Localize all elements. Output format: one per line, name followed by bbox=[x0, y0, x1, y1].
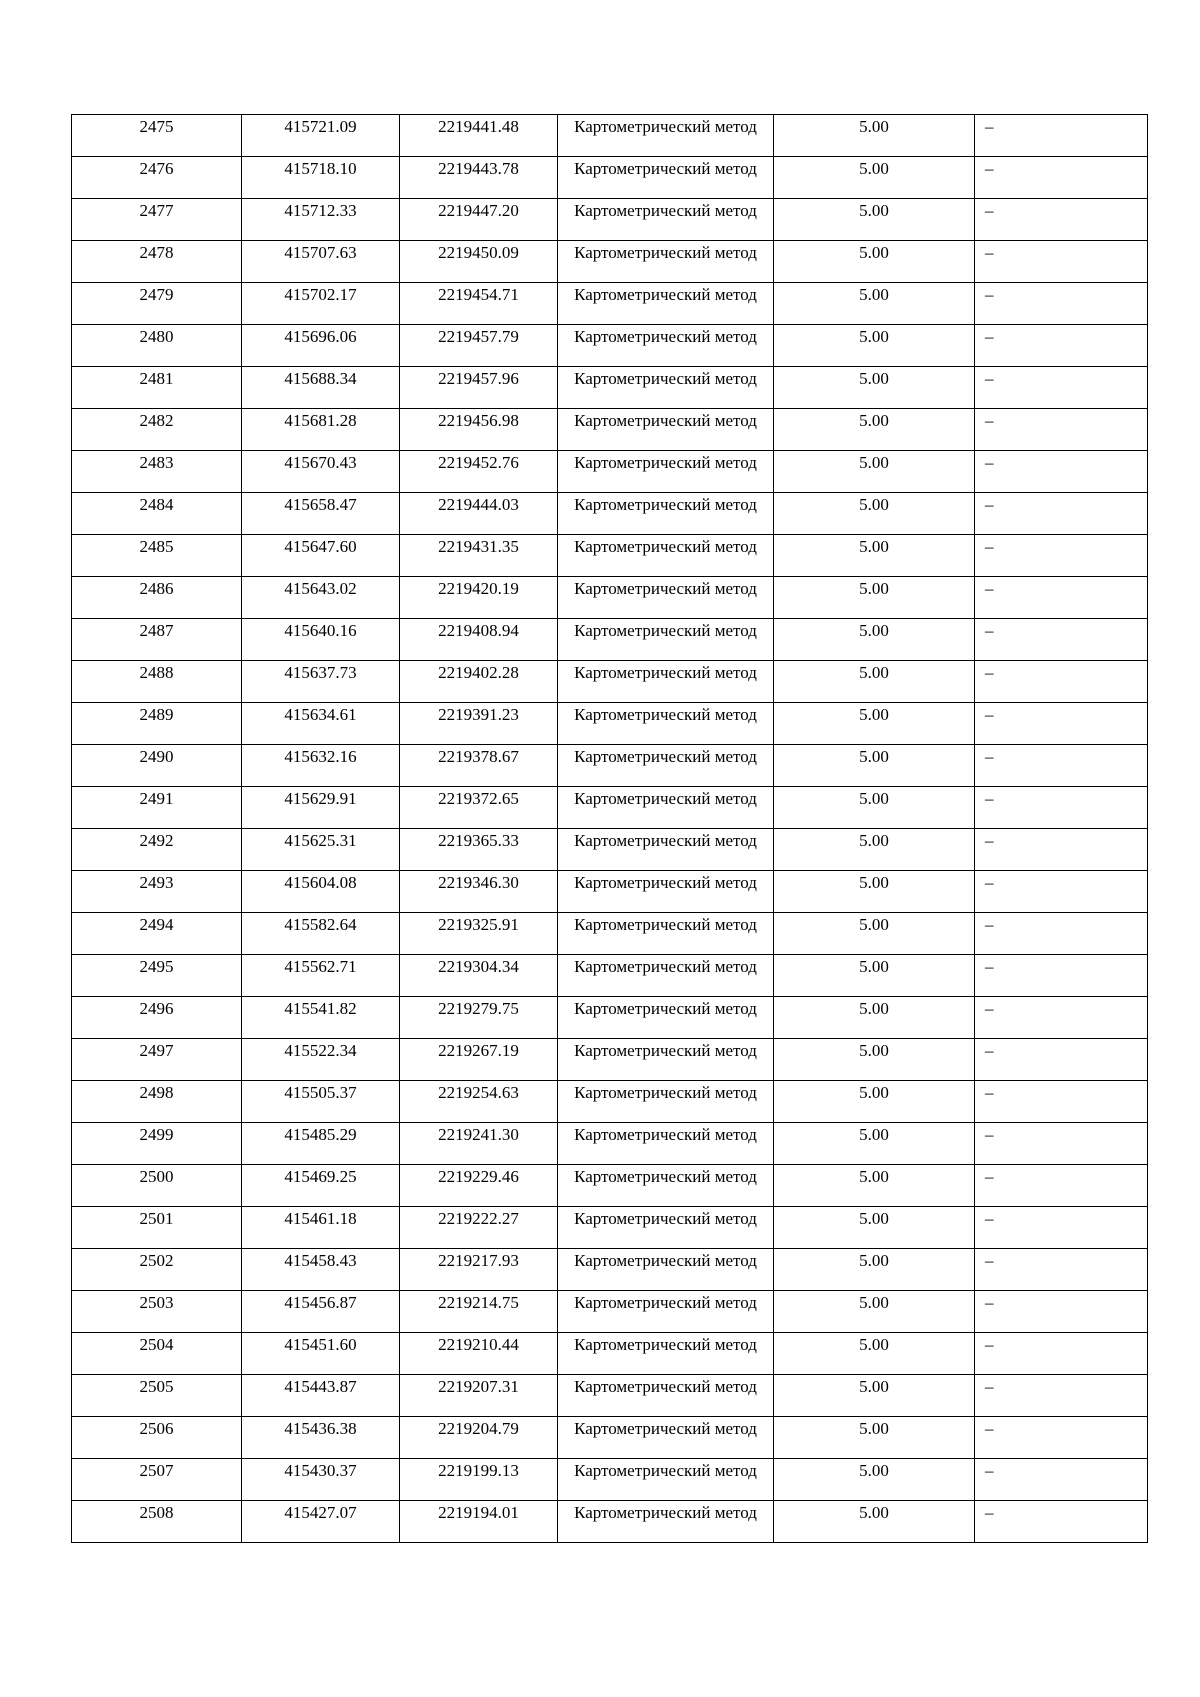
method-cell: Картометрический метод bbox=[558, 535, 774, 577]
note-cell: – bbox=[975, 1123, 1148, 1165]
point-number-cell: 2496 bbox=[72, 997, 242, 1039]
accuracy-cell: 5.00 bbox=[774, 955, 975, 997]
method-cell: Картометрический метод bbox=[558, 241, 774, 283]
table-row bbox=[72, 1291, 1148, 1333]
y-coordinate-cell: 2219204.79 bbox=[400, 1417, 558, 1459]
point-number-cell: 2477 bbox=[72, 199, 242, 241]
note-cell: – bbox=[975, 283, 1148, 325]
method-cell: Картометрический метод bbox=[558, 871, 774, 913]
accuracy-cell: 5.00 bbox=[774, 1459, 975, 1501]
x-coordinate-cell: 415562.71 bbox=[242, 955, 400, 997]
accuracy-cell: 5.00 bbox=[774, 1081, 975, 1123]
point-number-cell: 2488 bbox=[72, 661, 242, 703]
point-number-cell: 2476 bbox=[72, 157, 242, 199]
point-number-cell: 2481 bbox=[72, 367, 242, 409]
table-row bbox=[72, 997, 1148, 1039]
y-coordinate-cell: 2219199.13 bbox=[400, 1459, 558, 1501]
x-coordinate-cell: 415640.16 bbox=[242, 619, 400, 661]
table-row bbox=[72, 199, 1148, 241]
accuracy-cell: 5.00 bbox=[774, 1039, 975, 1081]
y-coordinate-cell: 2219304.34 bbox=[400, 955, 558, 997]
point-number-cell: 2479 bbox=[72, 283, 242, 325]
accuracy-cell: 5.00 bbox=[774, 493, 975, 535]
coordinates-table bbox=[71, 114, 1148, 1543]
point-number-cell: 2489 bbox=[72, 703, 242, 745]
method-cell: Картометрический метод bbox=[558, 1165, 774, 1207]
note-cell: – bbox=[975, 157, 1148, 199]
table-row bbox=[72, 409, 1148, 451]
method-cell: Картометрический метод bbox=[558, 703, 774, 745]
y-coordinate-cell: 2219279.75 bbox=[400, 997, 558, 1039]
method-cell: Картометрический метод bbox=[558, 913, 774, 955]
x-coordinate-cell: 415712.33 bbox=[242, 199, 400, 241]
note-cell: – bbox=[975, 745, 1148, 787]
note-cell: – bbox=[975, 367, 1148, 409]
point-number-cell: 2475 bbox=[72, 115, 242, 157]
accuracy-cell: 5.00 bbox=[774, 871, 975, 913]
accuracy-cell: 5.00 bbox=[774, 367, 975, 409]
point-number-cell: 2500 bbox=[72, 1165, 242, 1207]
x-coordinate-cell: 415522.34 bbox=[242, 1039, 400, 1081]
y-coordinate-cell: 2219457.96 bbox=[400, 367, 558, 409]
point-number-cell: 2490 bbox=[72, 745, 242, 787]
x-coordinate-cell: 415637.73 bbox=[242, 661, 400, 703]
note-cell: – bbox=[975, 1165, 1148, 1207]
note-cell: – bbox=[975, 787, 1148, 829]
point-number-cell: 2493 bbox=[72, 871, 242, 913]
table-row bbox=[72, 1417, 1148, 1459]
method-cell: Картометрический метод bbox=[558, 451, 774, 493]
note-cell: – bbox=[975, 871, 1148, 913]
x-coordinate-cell: 415582.64 bbox=[242, 913, 400, 955]
accuracy-cell: 5.00 bbox=[774, 1501, 975, 1543]
x-coordinate-cell: 415458.43 bbox=[242, 1249, 400, 1291]
method-cell: Картометрический метод bbox=[558, 787, 774, 829]
point-number-cell: 2482 bbox=[72, 409, 242, 451]
table-row bbox=[72, 367, 1148, 409]
y-coordinate-cell: 2219217.93 bbox=[400, 1249, 558, 1291]
note-cell: – bbox=[975, 829, 1148, 871]
x-coordinate-cell: 415696.06 bbox=[242, 325, 400, 367]
y-coordinate-cell: 2219452.76 bbox=[400, 451, 558, 493]
y-coordinate-cell: 2219391.23 bbox=[400, 703, 558, 745]
x-coordinate-cell: 415658.47 bbox=[242, 493, 400, 535]
x-coordinate-cell: 415451.60 bbox=[242, 1333, 400, 1375]
table-row bbox=[72, 619, 1148, 661]
table-row bbox=[72, 1249, 1148, 1291]
x-coordinate-cell: 415469.25 bbox=[242, 1165, 400, 1207]
table-row bbox=[72, 241, 1148, 283]
note-cell: – bbox=[975, 535, 1148, 577]
method-cell: Картометрический метод bbox=[558, 409, 774, 451]
note-cell: – bbox=[975, 913, 1148, 955]
x-coordinate-cell: 415670.43 bbox=[242, 451, 400, 493]
method-cell: Картометрический метод bbox=[558, 829, 774, 871]
note-cell: – bbox=[975, 1459, 1148, 1501]
y-coordinate-cell: 2219267.19 bbox=[400, 1039, 558, 1081]
note-cell: – bbox=[975, 409, 1148, 451]
note-cell: – bbox=[975, 199, 1148, 241]
table-row bbox=[72, 1459, 1148, 1501]
coordinates-table-body bbox=[72, 115, 1148, 1543]
y-coordinate-cell: 2219194.01 bbox=[400, 1501, 558, 1543]
table-row bbox=[72, 577, 1148, 619]
point-number-cell: 2485 bbox=[72, 535, 242, 577]
y-coordinate-cell: 2219457.79 bbox=[400, 325, 558, 367]
x-coordinate-cell: 415443.87 bbox=[242, 1375, 400, 1417]
point-number-cell: 2497 bbox=[72, 1039, 242, 1081]
accuracy-cell: 5.00 bbox=[774, 535, 975, 577]
accuracy-cell: 5.00 bbox=[774, 1375, 975, 1417]
x-coordinate-cell: 415702.17 bbox=[242, 283, 400, 325]
accuracy-cell: 5.00 bbox=[774, 661, 975, 703]
table-row bbox=[72, 1501, 1148, 1543]
method-cell: Картометрический метод bbox=[558, 1501, 774, 1543]
method-cell: Картометрический метод bbox=[558, 745, 774, 787]
note-cell: – bbox=[975, 1039, 1148, 1081]
table-row bbox=[72, 325, 1148, 367]
table-row bbox=[72, 661, 1148, 703]
method-cell: Картометрический метод bbox=[558, 115, 774, 157]
table-row bbox=[72, 115, 1148, 157]
point-number-cell: 2492 bbox=[72, 829, 242, 871]
accuracy-cell: 5.00 bbox=[774, 1291, 975, 1333]
note-cell: – bbox=[975, 619, 1148, 661]
note-cell: – bbox=[975, 1291, 1148, 1333]
point-number-cell: 2484 bbox=[72, 493, 242, 535]
x-coordinate-cell: 415436.38 bbox=[242, 1417, 400, 1459]
x-coordinate-cell: 415629.91 bbox=[242, 787, 400, 829]
accuracy-cell: 5.00 bbox=[774, 619, 975, 661]
method-cell: Картометрический метод bbox=[558, 283, 774, 325]
y-coordinate-cell: 2219378.67 bbox=[400, 745, 558, 787]
accuracy-cell: 5.00 bbox=[774, 703, 975, 745]
method-cell: Картометрический метод bbox=[558, 619, 774, 661]
y-coordinate-cell: 2219431.35 bbox=[400, 535, 558, 577]
point-number-cell: 2491 bbox=[72, 787, 242, 829]
note-cell: – bbox=[975, 703, 1148, 745]
y-coordinate-cell: 2219454.71 bbox=[400, 283, 558, 325]
table-row bbox=[72, 787, 1148, 829]
note-cell: – bbox=[975, 577, 1148, 619]
accuracy-cell: 5.00 bbox=[774, 1207, 975, 1249]
accuracy-cell: 5.00 bbox=[774, 199, 975, 241]
table-row bbox=[72, 955, 1148, 997]
point-number-cell: 2480 bbox=[72, 325, 242, 367]
table-row bbox=[72, 1165, 1148, 1207]
table-row bbox=[72, 703, 1148, 745]
point-number-cell: 2487 bbox=[72, 619, 242, 661]
x-coordinate-cell: 415707.63 bbox=[242, 241, 400, 283]
accuracy-cell: 5.00 bbox=[774, 577, 975, 619]
method-cell: Картометрический метод bbox=[558, 493, 774, 535]
note-cell: – bbox=[975, 493, 1148, 535]
note-cell: – bbox=[975, 997, 1148, 1039]
note-cell: – bbox=[975, 1333, 1148, 1375]
x-coordinate-cell: 415647.60 bbox=[242, 535, 400, 577]
note-cell: – bbox=[975, 241, 1148, 283]
accuracy-cell: 5.00 bbox=[774, 451, 975, 493]
point-number-cell: 2486 bbox=[72, 577, 242, 619]
accuracy-cell: 5.00 bbox=[774, 325, 975, 367]
x-coordinate-cell: 415721.09 bbox=[242, 115, 400, 157]
method-cell: Картометрический метод bbox=[558, 199, 774, 241]
x-coordinate-cell: 415604.08 bbox=[242, 871, 400, 913]
method-cell: Картометрический метод bbox=[558, 577, 774, 619]
y-coordinate-cell: 2219325.91 bbox=[400, 913, 558, 955]
table-row bbox=[72, 535, 1148, 577]
point-number-cell: 2508 bbox=[72, 1501, 242, 1543]
point-number-cell: 2505 bbox=[72, 1375, 242, 1417]
note-cell: – bbox=[975, 115, 1148, 157]
method-cell: Картометрический метод bbox=[558, 1459, 774, 1501]
method-cell: Картометрический метод bbox=[558, 661, 774, 703]
x-coordinate-cell: 415634.61 bbox=[242, 703, 400, 745]
y-coordinate-cell: 2219443.78 bbox=[400, 157, 558, 199]
point-number-cell: 2483 bbox=[72, 451, 242, 493]
point-number-cell: 2494 bbox=[72, 913, 242, 955]
point-number-cell: 2478 bbox=[72, 241, 242, 283]
y-coordinate-cell: 2219229.46 bbox=[400, 1165, 558, 1207]
method-cell: Картометрический метод bbox=[558, 1417, 774, 1459]
method-cell: Картометрический метод bbox=[558, 1123, 774, 1165]
accuracy-cell: 5.00 bbox=[774, 409, 975, 451]
point-number-cell: 2495 bbox=[72, 955, 242, 997]
accuracy-cell: 5.00 bbox=[774, 1417, 975, 1459]
y-coordinate-cell: 2219444.03 bbox=[400, 493, 558, 535]
y-coordinate-cell: 2219372.65 bbox=[400, 787, 558, 829]
table-row bbox=[72, 283, 1148, 325]
table-row bbox=[72, 871, 1148, 913]
accuracy-cell: 5.00 bbox=[774, 997, 975, 1039]
table-row bbox=[72, 157, 1148, 199]
table-row bbox=[72, 1375, 1148, 1417]
x-coordinate-cell: 415681.28 bbox=[242, 409, 400, 451]
y-coordinate-cell: 2219214.75 bbox=[400, 1291, 558, 1333]
y-coordinate-cell: 2219254.63 bbox=[400, 1081, 558, 1123]
accuracy-cell: 5.00 bbox=[774, 283, 975, 325]
y-coordinate-cell: 2219346.30 bbox=[400, 871, 558, 913]
point-number-cell: 2507 bbox=[72, 1459, 242, 1501]
note-cell: – bbox=[975, 1207, 1148, 1249]
note-cell: – bbox=[975, 451, 1148, 493]
method-cell: Картометрический метод bbox=[558, 1081, 774, 1123]
x-coordinate-cell: 415427.07 bbox=[242, 1501, 400, 1543]
x-coordinate-cell: 415541.82 bbox=[242, 997, 400, 1039]
x-coordinate-cell: 415625.31 bbox=[242, 829, 400, 871]
table-row bbox=[72, 493, 1148, 535]
accuracy-cell: 5.00 bbox=[774, 115, 975, 157]
note-cell: – bbox=[975, 1081, 1148, 1123]
y-coordinate-cell: 2219241.30 bbox=[400, 1123, 558, 1165]
x-coordinate-cell: 415461.18 bbox=[242, 1207, 400, 1249]
note-cell: – bbox=[975, 661, 1148, 703]
y-coordinate-cell: 2219222.27 bbox=[400, 1207, 558, 1249]
table-row bbox=[72, 451, 1148, 493]
table-row bbox=[72, 1123, 1148, 1165]
method-cell: Картометрический метод bbox=[558, 1333, 774, 1375]
x-coordinate-cell: 415456.87 bbox=[242, 1291, 400, 1333]
y-coordinate-cell: 2219441.48 bbox=[400, 115, 558, 157]
method-cell: Картометрический метод bbox=[558, 1207, 774, 1249]
method-cell: Картометрический метод bbox=[558, 1249, 774, 1291]
y-coordinate-cell: 2219402.28 bbox=[400, 661, 558, 703]
x-coordinate-cell: 415430.37 bbox=[242, 1459, 400, 1501]
point-number-cell: 2501 bbox=[72, 1207, 242, 1249]
method-cell: Картометрический метод bbox=[558, 997, 774, 1039]
accuracy-cell: 5.00 bbox=[774, 1333, 975, 1375]
point-number-cell: 2502 bbox=[72, 1249, 242, 1291]
table-row bbox=[72, 745, 1148, 787]
accuracy-cell: 5.00 bbox=[774, 157, 975, 199]
method-cell: Картометрический метод bbox=[558, 955, 774, 997]
x-coordinate-cell: 415643.02 bbox=[242, 577, 400, 619]
accuracy-cell: 5.00 bbox=[774, 913, 975, 955]
point-number-cell: 2506 bbox=[72, 1417, 242, 1459]
x-coordinate-cell: 415485.29 bbox=[242, 1123, 400, 1165]
table-row bbox=[72, 829, 1148, 871]
method-cell: Картометрический метод bbox=[558, 1039, 774, 1081]
table-row bbox=[72, 1039, 1148, 1081]
y-coordinate-cell: 2219447.20 bbox=[400, 199, 558, 241]
accuracy-cell: 5.00 bbox=[774, 241, 975, 283]
accuracy-cell: 5.00 bbox=[774, 745, 975, 787]
y-coordinate-cell: 2219207.31 bbox=[400, 1375, 558, 1417]
y-coordinate-cell: 2219408.94 bbox=[400, 619, 558, 661]
y-coordinate-cell: 2219456.98 bbox=[400, 409, 558, 451]
y-coordinate-cell: 2219365.33 bbox=[400, 829, 558, 871]
accuracy-cell: 5.00 bbox=[774, 787, 975, 829]
note-cell: – bbox=[975, 325, 1148, 367]
method-cell: Картометрический метод bbox=[558, 1291, 774, 1333]
table-row bbox=[72, 1207, 1148, 1249]
x-coordinate-cell: 415688.34 bbox=[242, 367, 400, 409]
note-cell: – bbox=[975, 1501, 1148, 1543]
method-cell: Картометрический метод bbox=[558, 157, 774, 199]
accuracy-cell: 5.00 bbox=[774, 829, 975, 871]
point-number-cell: 2504 bbox=[72, 1333, 242, 1375]
table-row bbox=[72, 1081, 1148, 1123]
method-cell: Картометрический метод bbox=[558, 1375, 774, 1417]
point-number-cell: 2503 bbox=[72, 1291, 242, 1333]
note-cell: – bbox=[975, 955, 1148, 997]
note-cell: – bbox=[975, 1249, 1148, 1291]
method-cell: Картометрический метод bbox=[558, 367, 774, 409]
table-row bbox=[72, 1333, 1148, 1375]
x-coordinate-cell: 415632.16 bbox=[242, 745, 400, 787]
accuracy-cell: 5.00 bbox=[774, 1165, 975, 1207]
y-coordinate-cell: 2219420.19 bbox=[400, 577, 558, 619]
note-cell: – bbox=[975, 1375, 1148, 1417]
y-coordinate-cell: 2219210.44 bbox=[400, 1333, 558, 1375]
point-number-cell: 2498 bbox=[72, 1081, 242, 1123]
y-coordinate-cell: 2219450.09 bbox=[400, 241, 558, 283]
accuracy-cell: 5.00 bbox=[774, 1123, 975, 1165]
point-number-cell: 2499 bbox=[72, 1123, 242, 1165]
note-cell: – bbox=[975, 1417, 1148, 1459]
accuracy-cell: 5.00 bbox=[774, 1249, 975, 1291]
method-cell: Картометрический метод bbox=[558, 325, 774, 367]
x-coordinate-cell: 415505.37 bbox=[242, 1081, 400, 1123]
table-row bbox=[72, 913, 1148, 955]
x-coordinate-cell: 415718.10 bbox=[242, 157, 400, 199]
